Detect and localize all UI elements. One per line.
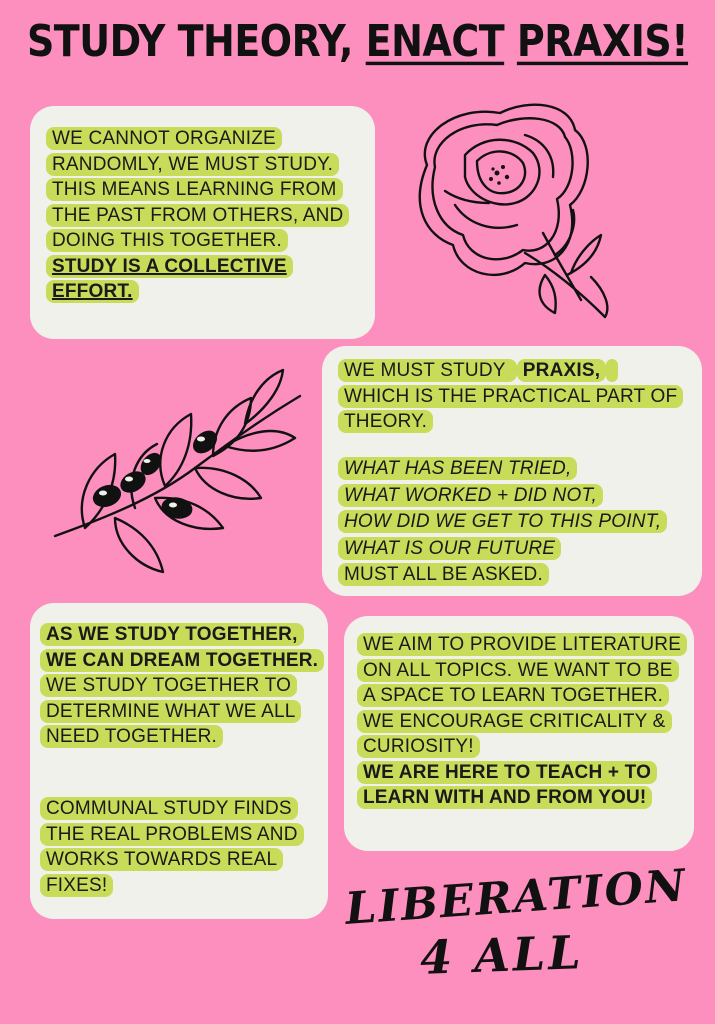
card-study-collective-text [46,126,364,305]
literature-body: WE AIM TO PROVIDE LITERATURE ON ALL TOPICS. WE WANT TO BE A SPACE TO LEARN TOGETHER. WE ENCOURAGE CRITICALITY & CURIOSITY! [357,633,687,758]
dream-together-body: WE STUDY TOGETHER TO DETERMINE WHAT WE ALL NEED TOGETHER. [40,674,301,748]
literature-emphasis: WE ARE HERE TO TEACH + TO LEARN WITH AND FROM YOU! [357,761,657,810]
signature-4-all: 4 ALL [419,925,585,985]
dream-together-emphasis: AS WE STUDY TOGETHER, WE CAN DREAM TOGETHER. [40,623,324,672]
title-praxis: PRAXIS! [516,15,689,67]
title-enact: ENACT [365,15,505,67]
title-space [504,16,517,67]
praxis-question-5: MUST ALL BE ASKED. [338,563,549,586]
olive-branch-illustration [45,368,315,583]
page-title [0,15,715,67]
title-part-1: STUDY THEORY, [26,15,366,67]
praxis-question-2: WHAT WORKED + DID NOT, [338,484,603,507]
study-collective-body: WE CANNOT ORGANIZE RANDOMLY, WE MUST STUDY. THIS MEANS LEARNING FROM THE PAST FROM OTHERS, AND DOING THIS TOGETHER. [46,127,349,252]
praxis-intro-text: WE MUST STUDY [338,359,517,382]
signature-liberation: LIBERATION [343,860,689,935]
communal-study-body: COMMUNAL STUDY FINDS THE REAL PROBLEMS AND WORKS TOWARDS REAL FIXES! [40,797,304,897]
card-literature-text [357,632,687,811]
card-communal-study-text [40,796,305,898]
praxis-intro-rest: WHICH IS THE PRACTICAL PART OF THEORY. [338,359,683,433]
card-praxis-intro [338,358,683,435]
study-collective-emphasis: STUDY IS A COLLECTIVE EFFORT. [46,255,293,304]
praxis-question-4: WHAT IS OUR FUTURE [338,537,561,560]
poppy-flower-illustration [405,95,625,325]
card-praxis-questions [338,456,688,589]
praxis-question-3: HOW DID WE GET TO THIS POINT, [338,510,667,533]
praxis-question-1: WHAT HAS BEEN TRIED, [338,457,577,480]
card-dream-together-text [40,622,325,750]
praxis-keyword: PRAXIS, [517,359,606,382]
